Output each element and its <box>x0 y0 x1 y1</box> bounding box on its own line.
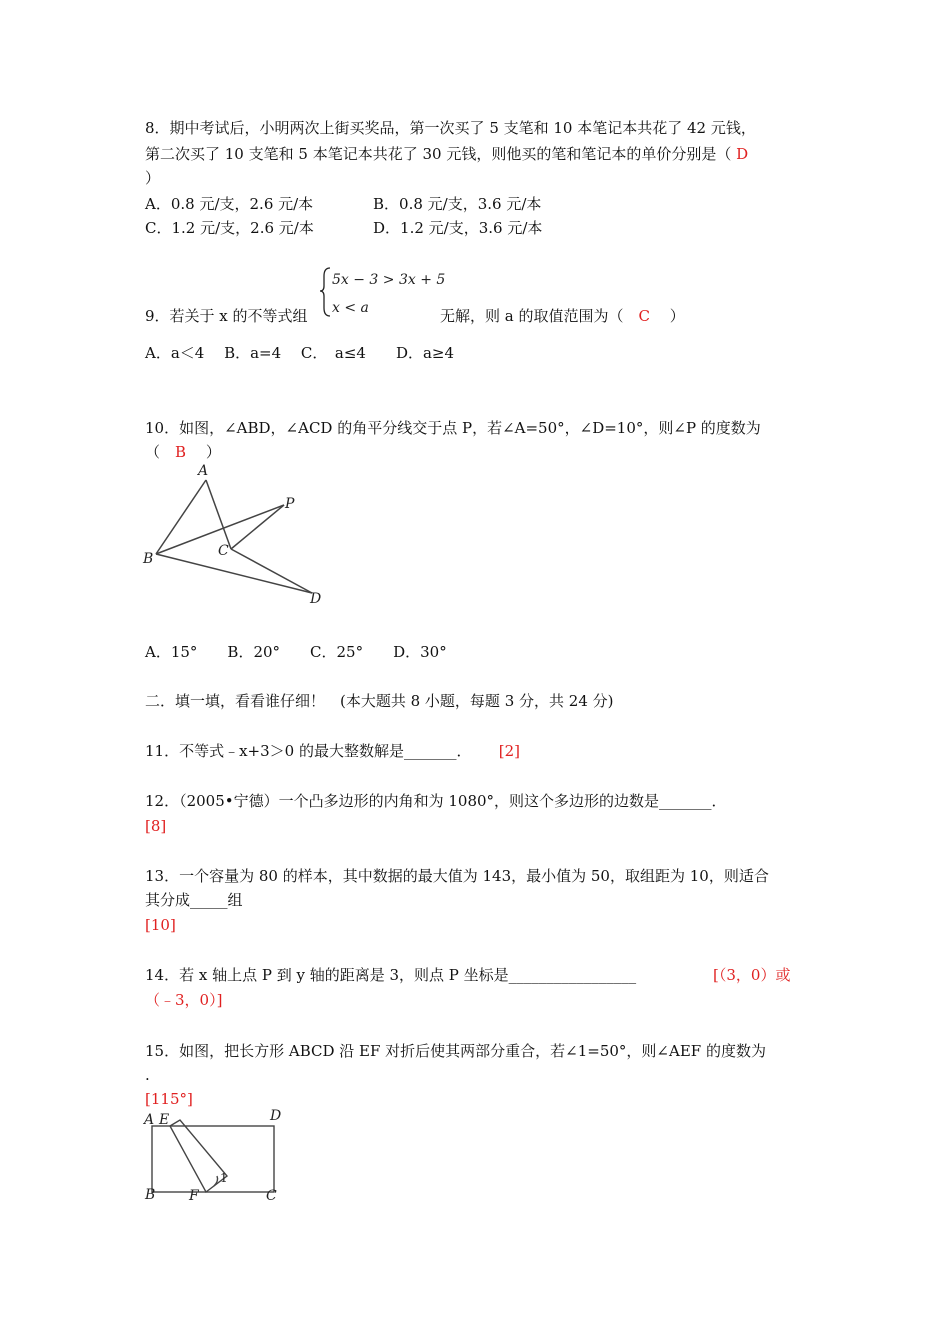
q13-answer: [10] <box>145 916 176 934</box>
q8-options-row2 <box>145 218 542 238</box>
q10-segment-ba <box>156 480 206 554</box>
q10-segment-bd <box>156 554 312 593</box>
q8-line2-text: 第二次买了 10 支笔和 5 本笔记本共花了 30 元钱，则他买的笔和笔记本的单价分别是（ <box>145 145 732 163</box>
q13-line1: 13．一个容量为 80 的样本，其中数据的最大值为 143，最小值为 50，取组距为 10，则适合 <box>145 867 769 885</box>
q15-label-e: E <box>159 1112 170 1128</box>
q9-inequality-2: x < a <box>332 300 369 316</box>
q9-suffix: 无解，则 a 的取值范围为（ <box>440 307 624 325</box>
q12-answer: [8] <box>145 817 167 835</box>
q8-line2 <box>145 144 748 164</box>
q8-option-d: D．1.2 元/支，3.6 元/本 <box>373 219 543 237</box>
q15-label-b: B <box>145 1187 156 1203</box>
q11-line <box>145 741 520 761</box>
q9-prefix: 9．若关于 x 的不等式组 <box>145 307 308 325</box>
q8-option-a: A．0.8 元/支，2.6 元/本 <box>145 195 314 213</box>
q8-option-c: C．1.2 元/支，2.6 元/本 <box>145 219 314 237</box>
q10-segment-cd <box>231 549 312 593</box>
q9-brace-icon <box>320 268 330 316</box>
q8-line1: 8．期中考试后，小明两次上街买奖品，第一次买了 5 支笔和 10 本笔记本共花了 42 元钱， <box>145 119 756 137</box>
q10-close: ） <box>205 443 221 461</box>
q9-inequality-1: 5x − 3 > 3x + 5 <box>332 272 446 288</box>
section-2-heading: 二．填一填，看看谁仔细！ (本大题共 8 小题，每题 3 分，共 24 分) <box>145 692 614 710</box>
q10-answer-line <box>145 442 221 462</box>
q10-open: （ <box>145 443 161 461</box>
q14-answer-part1: [（3，0）或 <box>713 966 791 984</box>
q10-label-b: B <box>143 551 154 567</box>
q15-line1: 15．如图，把长方形 ABCD 沿 EF 对折后使其两部分重合，若∠1=50°，则∠AEF 的度数为 <box>145 1042 766 1060</box>
q12-text: 12．（2005•宁德）一个凸多边形的内角和为 1080°，则这个多边形的边数是_______． <box>145 792 727 810</box>
q9-inequality-system <box>318 264 448 322</box>
q8-option-b: B．0.8 元/支，3.6 元/本 <box>373 195 542 213</box>
q9-options: A．a＜4 B．a=4 C． a≤4 D．a≥4 <box>145 344 455 362</box>
q15-line2: . <box>145 1066 150 1084</box>
q11-text: 11．不等式﹣x+3＞0 的最大整数解是_______． <box>145 742 464 760</box>
q10-label-a: A <box>198 463 209 479</box>
q10-segment-pc <box>231 505 284 549</box>
q15-label-angle-1: 1 <box>220 1171 228 1185</box>
q9-suffix-line <box>440 306 685 326</box>
q10-answer: B <box>175 443 187 461</box>
q13-line2: 其分成_____组 <box>145 891 243 909</box>
q15-label-d: D <box>270 1108 282 1124</box>
q15-angle-1-arc <box>214 1176 218 1186</box>
q10-options: A．15° B．20° C．25° D．30° <box>145 643 447 661</box>
q10-label-c: C <box>218 543 229 559</box>
q15-folded-part <box>170 1120 227 1192</box>
q8-answer: D <box>736 145 749 163</box>
q15-label-f: F <box>189 1188 199 1204</box>
q14-text: 14．若 x 轴上点 P 到 y 轴的距离是 3，则点 P 坐标是_________________ <box>145 966 637 984</box>
q10-label-p: P <box>285 496 295 512</box>
q11-answer: [2] <box>498 742 521 760</box>
q8-options-row1 <box>145 194 541 214</box>
q15-label-a: A <box>144 1112 155 1128</box>
q9-close: ） <box>669 307 685 325</box>
q8-close: ） <box>145 169 161 187</box>
q15-label-c: C <box>266 1188 277 1204</box>
q10-segment-ac <box>206 480 231 549</box>
q15-figure <box>140 1106 290 1208</box>
q10-figure <box>140 460 340 610</box>
q14-answer-part2: （﹣3，0）] <box>145 991 223 1009</box>
q15-answer: [115°] <box>145 1090 193 1108</box>
q10-label-d: D <box>310 591 322 607</box>
q9-answer: C <box>638 307 650 325</box>
q10-line1: 10．如图，∠ABD，∠ACD 的角平分线交于点 P，若∠A=50°，∠D=10°，则∠P 的度数为 <box>145 419 761 437</box>
